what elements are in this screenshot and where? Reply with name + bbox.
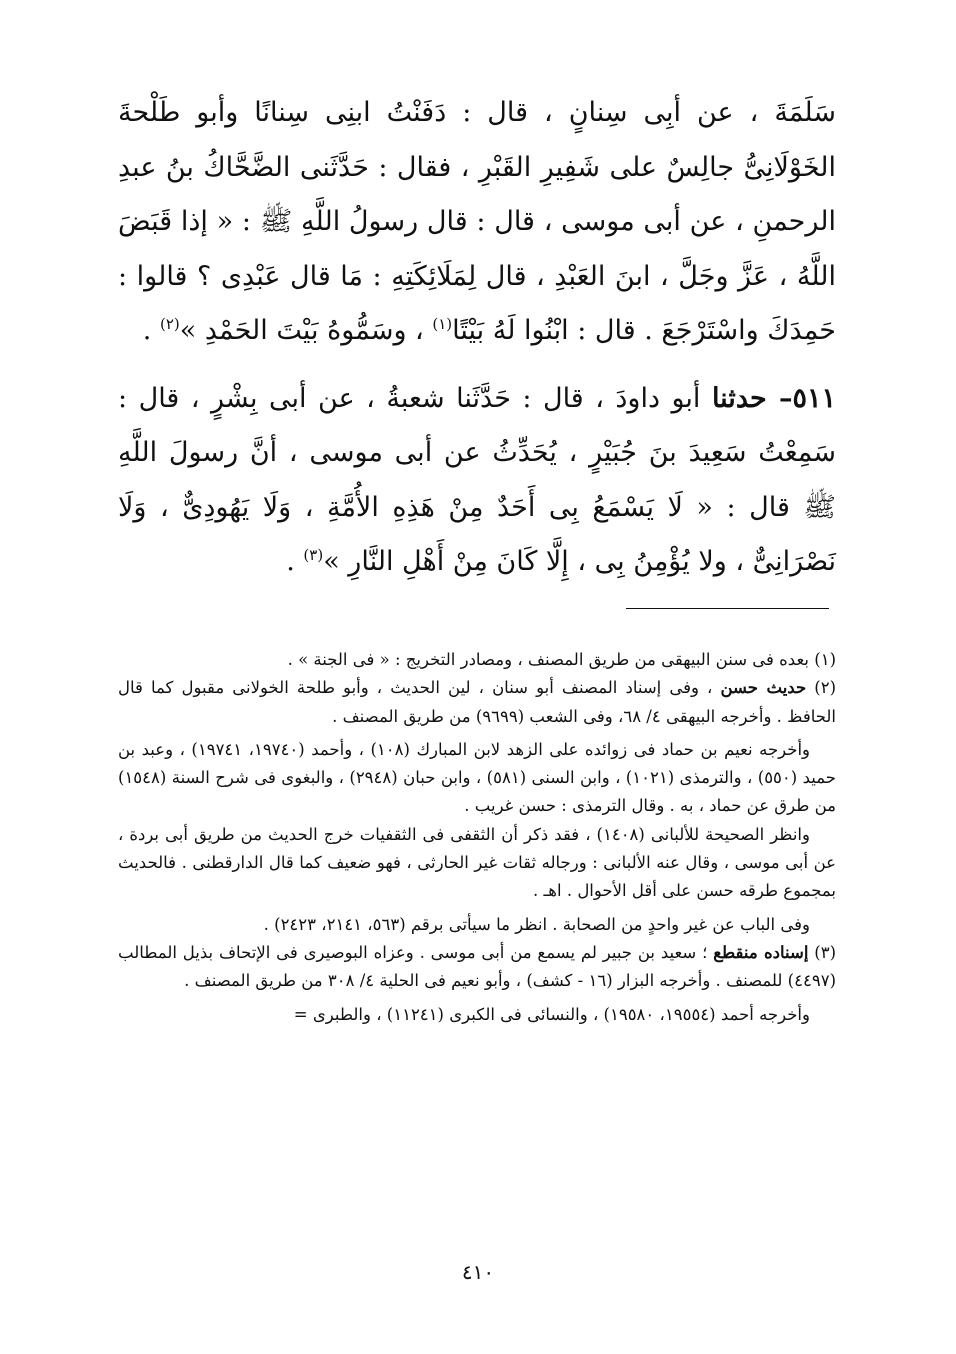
main-text (118, 86, 836, 590)
hadith-number: ٥١١– (779, 382, 837, 414)
footnote-3-text: ؛ سعيد بن جبير لم يسمع من أبى موسى . وعزاه البوصيرى فى الإتحاف بذيل المطالب (٤٤٩٧) للمصنف . وأخرجه البزار (١٦ - كشف) ، وأبو نعيم فى الحلية ٤/ ٣٠٨ من طريق المصنف . (118, 942, 836, 991)
footnote-3 (118, 939, 836, 996)
hadith-text-end: . (286, 546, 304, 577)
hadith-lead-word: حدثنا (711, 382, 779, 414)
footnote-2-paragraph-3: وانظر الصحيحة للألبانى (١٤٠٨) ، فقد ذكر أن الثقفى فى الثقفيات خرج الحديث من طريق أبى بردة ، عن أبى موسى ، وقال عنه الألبانى : ورجاله ثقات غير الحارثى ، فهو ضعيف كما قال الدارقطنى . فالحديث بمجموع طرقه حسن على أقل الأحوال . اهـ . (118, 824, 836, 901)
hadith-text-end: . (142, 315, 160, 346)
footnote-2-paragraph-2: وأخرجه نعيم بن حماد فى زوائده على الزهد لابن المبارك (١٠٨) ، وأحمد (١٩٧٤٠، ١٩٧٤١) ، وعبد بن حميد (٥٥٠) ، والترمذى (١٠٢١) ، وابن السنى (٥٨١) ، وابن حبان (٢٩٤٨) ، والبغوى فى شرح السنة (١٥٤٨) من طرق عن حماد ، به . وقال الترمذى : حسن غريب . (118, 739, 836, 816)
footnote-3-paragraph-2: وأخرجه أحمد (١٩٥٥٤، ١٩٥٨٠) ، والنسائى فى الكبرى (١١٢٤١) ، والطبرى = (293, 1004, 810, 1024)
footnote-3-mark: (٣) (808, 942, 837, 962)
hadith-text-tail: ، وسَمُّوهُ بَيْتَ الحَمْدِ » (179, 315, 433, 346)
footnote-2-text: ، وفى إسناد المصنف أبو سنان ، لين الحديث ، وأبو طلحة الخولانى مقبول كما قال الحافظ . وأخرجه البيهقى ٤/ ٦٨، وفى الشعب (٩٦٩٩) من طريق المصنف . (118, 678, 836, 726)
footnote-1: (١) بعده فى سنن البيهقى من طريق المصنف ، ومصادر التخريج : « فى الجنة » . (287, 650, 836, 669)
footnote-2-grade: حديث حسن (720, 678, 807, 698)
hadith-paragraph-continued (118, 86, 836, 359)
page-number: ٤١٠ (461, 1260, 495, 1284)
footnote-2 (118, 674, 836, 731)
hadith-paragraph-511 (118, 372, 836, 590)
footnote-ref-2: (٢) (159, 315, 180, 333)
footnote-ref-1: (١) (432, 315, 453, 333)
hadith-text: أبو داودَ ، قال : حَدَّثَنا شعبةُ ، عن أبى بِشْرٍ ، قال : سَمِعْتُ سَعِيدَ بنَ جُبَيْرٍ ، يُحَدِّثُ عن أبى موسى ، أنَّ رسولَ اللَّهِ ﷺ قال : « لَا يَسْمَعُ بِى أَحَدٌ مِنْ هَذِهِ الأُمَّةِ ، وَلَا يَهُودِىٌّ ، وَلَا نَصْرَانِىٌّ ، ولا يُؤْمِنُ بِى ، إِلَّا كَانَ مِنْ أَهْلِ النَّارِ » (118, 382, 836, 577)
footnote-ref-3: (٣) (303, 546, 324, 564)
footnote-3-grade: إسناده منقطع (713, 942, 809, 962)
footnote-divider (626, 608, 829, 609)
footnote-2-paragraph-4: وفى الباب عن غير واحدٍ من الصحابة . انظر ما سيأتى برقم (٥٦٣، ٢١٤١، ٢٤٢٣) . (263, 914, 810, 934)
hadith-text: سَلَمَةَ ، عن أبِى سِنانٍ ، قال : دَفَنْتُ ابنِى سِنانًا وأبو طَلْحةَ الخَوْلَانِىُّ جالِسٌ على شَفِيرِ القَبْرِ ، فقال : حَدَّثَنى الضَّحَّاكُ بنُ عبدِ الرحمنِ ، عن أبى موسى ، قال : قال رسولُ اللَّهِ ﷺ : « إذا قَبَضَ اللَّهُ ، عَزَّ وجَلَّ ، ابنَ العَبْدِ ، قال لِمَلَائِكَتِهِ : مَا قال عَبْدِى ؟ قالوا : حَمِدَكَ واسْتَرْجَعَ . قال : ابْنُوا لَهُ بَيْتًا (118, 97, 836, 346)
footnotes (118, 646, 836, 1029)
footnote-2-mark: (٢) (806, 678, 836, 698)
